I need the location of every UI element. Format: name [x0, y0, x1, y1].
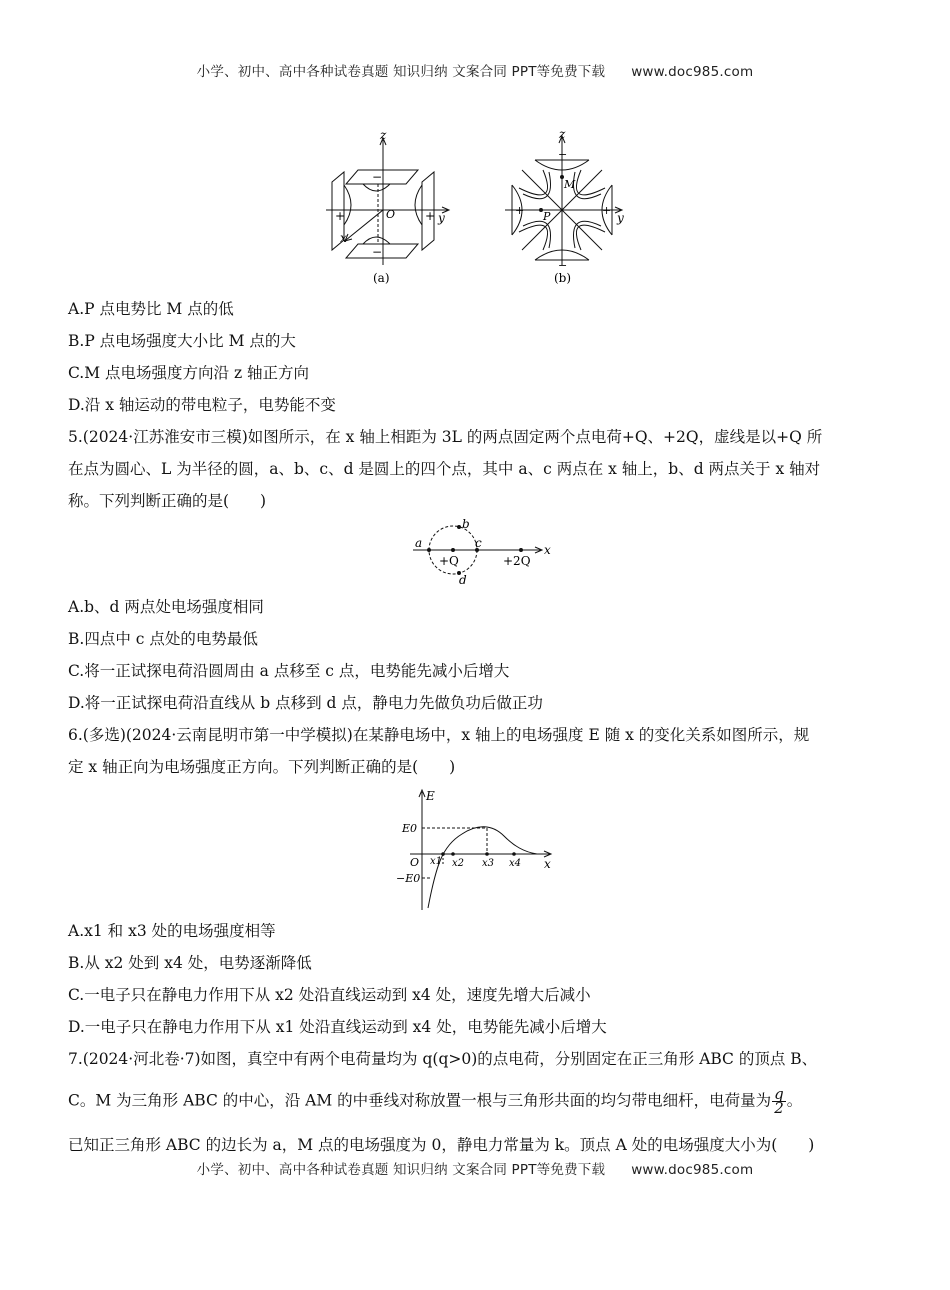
charge-fraction — [772, 1085, 786, 1117]
q6-option-b: B.从 x2 处到 x4 处，电势逐渐降低 — [68, 954, 312, 972]
q7-stem-line-1: 7.(2024·河北卷·7)如图，真空中有两个电荷量均为 q(q>0)的点电荷，分别固定在正三角形 ABC 的顶点 B、 — [68, 1050, 818, 1068]
figure-5 — [405, 516, 555, 588]
left-plate-sign: + — [335, 209, 346, 223]
axis-x-label: x — [544, 857, 551, 871]
q7-stem-line-2-text: C。M 为三角形 ABC 的中心，沿 AM 的中垂线对称放置一根与三角形共面的均匀带电细杆，电荷量为 — [68, 1091, 772, 1110]
header-url[interactable]: www.doc985.com — [631, 64, 754, 80]
right-plate-sign: + — [602, 204, 612, 217]
axis-z-label: z — [559, 130, 566, 141]
axis-y-label: y — [438, 211, 445, 225]
q6-stem-line-2: 定 x 轴正向为电场强度正方向。下列判断正确的是( ) — [68, 758, 456, 776]
q5-stem-line-2: 在点为圆心、L 为半径的圆，a、b、c、d 是圆上的四个点，其中 a、c 两点在 x 轴上，b、d 两点关于 x 轴对 — [68, 460, 821, 478]
q4-option-d: D.沿 x 轴运动的带电粒子，电势能不变 — [68, 396, 336, 414]
footer-url[interactable]: www.doc985.com — [631, 1162, 754, 1178]
point-a-label: a — [415, 536, 423, 550]
q6-stem-line-1: 6.(多选)(2024·云南昆明市第一中学模拟)在某静电场中，x 轴上的电场强度 E 随 x 的变化关系如图所示，规 — [68, 726, 810, 744]
top-plate-sign: − — [558, 148, 568, 161]
x2-label: x2 — [452, 858, 465, 869]
x3-label: x3 — [482, 858, 495, 869]
figure-4b — [497, 130, 637, 288]
axis-z-label: z — [380, 130, 387, 142]
q5-option-a: A.b、d 两点处电场强度相同 — [68, 598, 264, 616]
q7-stem-line-2 — [68, 1085, 883, 1117]
axis-y-label: y — [617, 211, 624, 225]
x1-label: x1 — [430, 856, 443, 867]
footer-text: 小学、初中、高中各种试卷真题 知识归纳 文案合同 PPT等免费下载 — [196, 1162, 606, 1178]
q7-stem-line-2-end: 。 — [786, 1091, 803, 1110]
figure-4a-label: (a) — [373, 271, 390, 285]
q6-option-c: C.一电子只在静电力作用下从 x2 处沿直线运动到 x4 处，速度先增大后减小 — [68, 986, 591, 1004]
charge-q-label: +Q — [439, 554, 459, 568]
fraction-denominator: 2 — [774, 1099, 784, 1117]
q4-option-a: A.P 点电势比 M 点的低 — [68, 300, 234, 318]
q5-option-d: D.将一正试探电荷沿直线从 b 点移到 d 点，静电力先做负功后做正功 — [68, 694, 543, 712]
figure-6 — [392, 786, 562, 914]
point-m-label: M — [564, 178, 576, 191]
q5-stem-line-1: 5.(2024·江苏淮安市三模)如图所示，在 x 轴上相距为 3L 的两点固定两个点电荷+Q、+2Q，虚线是以+Q 所 — [68, 428, 823, 446]
top-plate-sign: − — [372, 170, 383, 184]
point-c-label: c — [475, 536, 482, 550]
fraction-numerator: q — [774, 1085, 784, 1103]
neg-e0-label: −E0 — [396, 872, 421, 885]
figure-4b-label: (b) — [554, 271, 572, 285]
figure-4a — [318, 130, 458, 288]
q5-option-b: B.四点中 c 点处的电势最低 — [68, 630, 258, 648]
page-header — [0, 60, 950, 80]
q4-option-b: B.P 点电场强度大小比 M 点的大 — [68, 332, 296, 350]
axis-x-label: x — [340, 231, 347, 245]
charge-2q-label: +2Q — [503, 554, 531, 568]
origin-label: O — [386, 208, 396, 221]
header-text: 小学、初中、高中各种试卷真题 知识归纳 文案合同 PPT等免费下载 — [196, 64, 606, 80]
bottom-plate-sign: − — [372, 245, 383, 259]
x4-label: x4 — [509, 858, 522, 869]
axis-x-label: x — [544, 543, 551, 557]
left-plate-sign: + — [515, 204, 525, 217]
q5-option-c: C.将一正试探电荷沿圆周由 a 点移至 c 点，电势能先减小后增大 — [68, 662, 510, 680]
point-b-label: b — [462, 517, 470, 531]
q5-stem-line-3: 称。下列判断正确的是( ) — [68, 492, 267, 510]
q7-stem-line-3: 已知正三角形 ABC 的边长为 a，M 点的电场强度为 0，静电力常量为 k。顶点 A 处的电场强度大小为( ) — [68, 1136, 815, 1154]
right-plate-sign: + — [425, 209, 436, 223]
e0-label: E0 — [402, 822, 418, 835]
q6-option-d: D.一电子只在静电力作用下从 x1 处沿直线运动到 x4 处，电势能先减小后增大 — [68, 1018, 607, 1036]
q6-option-a: A.x1 和 x3 处的电场强度相等 — [68, 922, 276, 940]
q4-option-c: C.M 点电场强度方向沿 z 轴正方向 — [68, 364, 310, 382]
bottom-plate-sign: − — [558, 259, 568, 272]
point-d-label: d — [459, 573, 467, 587]
origin-label: O — [410, 856, 420, 869]
point-p-label: P — [543, 210, 551, 223]
page-footer — [0, 1158, 950, 1178]
axis-e-label: E — [426, 789, 435, 803]
